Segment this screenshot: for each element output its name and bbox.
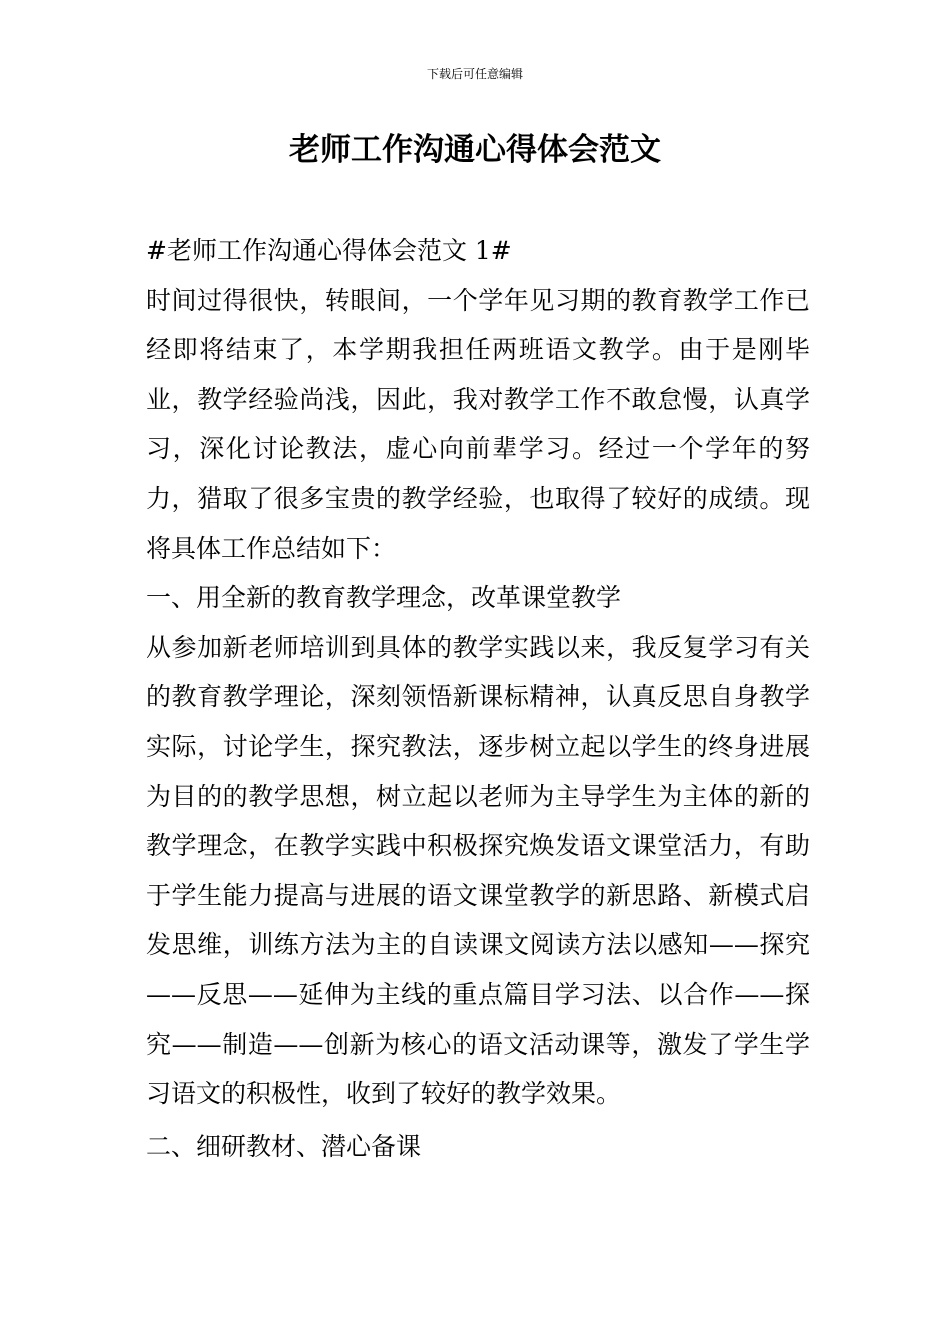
header-note: 下载后可任意编辑 [426, 67, 523, 81]
section-heading: #老师工作沟通心得体会范文 1# [146, 236, 512, 265]
intro-paragraph: 时间过得很快，转眼间，一个学年见习期的教育教学工作已经即将结束了，本学期我担任两班语文教学。由于是刚毕业，教学经验尚浅，因此，我对教学工作不敢怠慢，认真学习，深化讨论教法，虚心向前辈学习。经过一个学年的努力，猎取了很多宝贵的教学经验，也取得了较好的成绩。现将具体工作总结如下： [146, 285, 810, 563]
point-2-heading: 二、细研教材、潜心备课 [146, 1131, 422, 1161]
document-title: 老师工作沟通心得体会范文 [289, 132, 661, 168]
point-1-heading: 一、用全新的教育教学理念，改革课堂教学 [146, 583, 622, 613]
point-1-paragraph: 从参加新老师培训到具体的教学实践以来，我反复学习有关的教育教学理论，深刻领悟新课标精神，认真反思自身教学实际，讨论学生，探究教法，逐步树立起以学生的终身进展为目的的教学思想，树立起以老师为主导学生为主体的新的教学理念，在教学实践中积极探究焕发语文课堂活力，有助于学生能力提高与进展的语文课堂教学的新思路、新模式启发思维，训练方法为主的自读课文阅读方法以感知——探究——反思——延伸为主线的重点篇目学习法、以合作——探究——制造——创新为核心的语文活动课等，激发了学生学习语文的积极性，收到了较好的教学效果。 [146, 632, 810, 1109]
document-body [146, 226, 810, 1171]
